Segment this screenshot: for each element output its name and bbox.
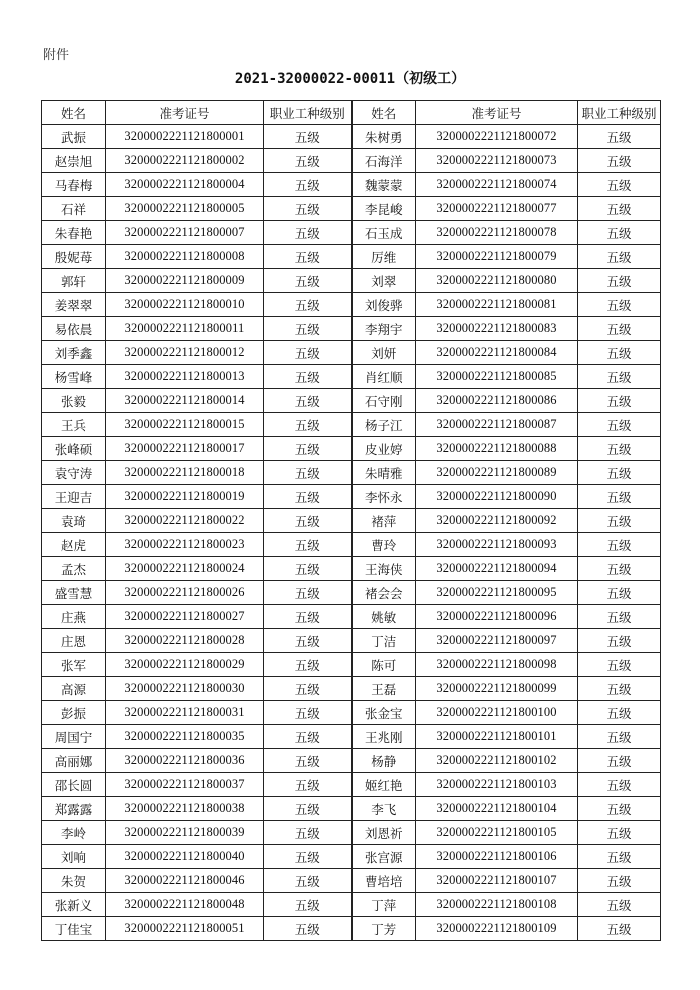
level-cell: 五级 (264, 629, 352, 653)
name-cell: 袁琦 (42, 509, 106, 533)
ticket-number-cell: 3200002221121800087 (416, 413, 578, 437)
level-cell: 五级 (264, 221, 352, 245)
name-cell: 王海侠 (352, 557, 416, 581)
table-row (42, 605, 661, 629)
table-row (42, 557, 661, 581)
ticket-number-cell: 3200002221121800107 (416, 869, 578, 893)
table-row (42, 893, 661, 917)
ticket-number-cell: 3200002221121800100 (416, 701, 578, 725)
ticket-number-cell: 3200002221121800026 (106, 581, 264, 605)
level-cell: 五级 (578, 341, 661, 365)
ticket-number-cell: 3200002221121800090 (416, 485, 578, 509)
ticket-number-cell: 3200002221121800037 (106, 773, 264, 797)
name-cell: 丁佳宝 (42, 917, 106, 941)
ticket-number-cell: 3200002221121800101 (416, 725, 578, 749)
ticket-number-cell: 3200002221121800028 (106, 629, 264, 653)
level-cell: 五级 (264, 149, 352, 173)
level-cell: 五级 (264, 293, 352, 317)
name-cell: 张峰硕 (42, 437, 106, 461)
table-row (42, 797, 661, 821)
level-cell: 五级 (264, 437, 352, 461)
ticket-number-cell: 3200002221121800080 (416, 269, 578, 293)
level-cell: 五级 (264, 485, 352, 509)
name-cell: 李飞 (352, 797, 416, 821)
level-cell: 五级 (578, 701, 661, 725)
name-cell: 褚萍 (352, 509, 416, 533)
ticket-number-cell: 3200002221121800077 (416, 197, 578, 221)
ticket-number-cell: 3200002221121800008 (106, 245, 264, 269)
name-cell: 肖红顺 (352, 365, 416, 389)
name-cell: 赵虎 (42, 533, 106, 557)
table-row (42, 701, 661, 725)
header-ticket-right: 准考证号 (416, 101, 578, 125)
name-cell: 李岭 (42, 821, 106, 845)
ticket-number-cell: 3200002221121800073 (416, 149, 578, 173)
table-row (42, 293, 661, 317)
table-row (42, 581, 661, 605)
level-cell: 五级 (578, 221, 661, 245)
header-ticket-left: 准考证号 (106, 101, 264, 125)
ticket-number-cell: 3200002221121800035 (106, 725, 264, 749)
level-cell: 五级 (578, 605, 661, 629)
ticket-number-cell: 3200002221121800022 (106, 509, 264, 533)
level-cell: 五级 (578, 317, 661, 341)
level-cell: 五级 (264, 365, 352, 389)
name-cell: 石玉成 (352, 221, 416, 245)
name-cell: 丁芳 (352, 917, 416, 941)
table-row (42, 629, 661, 653)
name-cell: 朱树勇 (352, 125, 416, 149)
level-cell: 五级 (264, 125, 352, 149)
level-cell: 五级 (578, 245, 661, 269)
name-cell: 厉维 (352, 245, 416, 269)
level-cell: 五级 (264, 269, 352, 293)
ticket-number-cell: 3200002221121800039 (106, 821, 264, 845)
level-cell: 五级 (578, 197, 661, 221)
level-cell: 五级 (578, 917, 661, 941)
level-cell: 五级 (578, 821, 661, 845)
name-cell: 褚会会 (352, 581, 416, 605)
ticket-number-cell: 3200002221121800004 (106, 173, 264, 197)
ticket-number-cell: 3200002221121800103 (416, 773, 578, 797)
ticket-number-cell: 3200002221121800013 (106, 365, 264, 389)
level-cell: 五级 (578, 485, 661, 509)
name-cell: 王兵 (42, 413, 106, 437)
level-cell: 五级 (264, 773, 352, 797)
name-cell: 张宫源 (352, 845, 416, 869)
ticket-number-cell: 3200002221121800011 (106, 317, 264, 341)
level-cell: 五级 (264, 197, 352, 221)
name-cell: 石海洋 (352, 149, 416, 173)
table-row (42, 725, 661, 749)
table-row (42, 461, 661, 485)
name-cell: 王磊 (352, 677, 416, 701)
ticket-number-cell: 3200002221121800086 (416, 389, 578, 413)
level-cell: 五级 (578, 629, 661, 653)
ticket-number-cell: 3200002221121800095 (416, 581, 578, 605)
name-cell: 朱贺 (42, 869, 106, 893)
level-cell: 五级 (264, 845, 352, 869)
ticket-number-cell: 3200002221121800024 (106, 557, 264, 581)
name-cell: 曹玲 (352, 533, 416, 557)
name-cell: 郑露露 (42, 797, 106, 821)
level-cell: 五级 (264, 701, 352, 725)
name-cell: 李怀永 (352, 485, 416, 509)
level-cell: 五级 (264, 245, 352, 269)
name-cell: 姚敏 (352, 605, 416, 629)
level-cell: 五级 (578, 893, 661, 917)
ticket-number-cell: 3200002221121800009 (106, 269, 264, 293)
level-cell: 五级 (264, 509, 352, 533)
ticket-number-cell: 3200002221121800079 (416, 245, 578, 269)
table-row (42, 821, 661, 845)
table-row (42, 365, 661, 389)
ticket-number-cell: 3200002221121800088 (416, 437, 578, 461)
level-cell: 五级 (264, 581, 352, 605)
name-cell: 陈可 (352, 653, 416, 677)
name-cell: 刘季鑫 (42, 341, 106, 365)
level-cell: 五级 (264, 461, 352, 485)
table-row (42, 749, 661, 773)
name-cell: 张金宝 (352, 701, 416, 725)
ticket-number-cell: 3200002221121800094 (416, 557, 578, 581)
table-row (42, 653, 661, 677)
ticket-number-cell: 3200002221121800010 (106, 293, 264, 317)
level-cell: 五级 (264, 749, 352, 773)
level-cell: 五级 (578, 509, 661, 533)
name-cell: 李昆峻 (352, 197, 416, 221)
ticket-number-cell: 3200002221121800097 (416, 629, 578, 653)
level-cell: 五级 (264, 557, 352, 581)
table-row (42, 221, 661, 245)
name-cell: 孟杰 (42, 557, 106, 581)
level-cell: 五级 (578, 293, 661, 317)
ticket-number-cell: 3200002221121800023 (106, 533, 264, 557)
ticket-number-cell: 3200002221121800102 (416, 749, 578, 773)
table-row (42, 869, 661, 893)
level-cell: 五级 (264, 317, 352, 341)
table-row (42, 197, 661, 221)
ticket-number-cell: 3200002221121800002 (106, 149, 264, 173)
name-cell: 盛雪慧 (42, 581, 106, 605)
ticket-number-cell: 3200002221121800046 (106, 869, 264, 893)
level-cell: 五级 (578, 413, 661, 437)
level-cell: 五级 (578, 773, 661, 797)
ticket-number-cell: 3200002221121800098 (416, 653, 578, 677)
level-cell: 五级 (578, 125, 661, 149)
ticket-number-cell: 3200002221121800083 (416, 317, 578, 341)
table-row (42, 773, 661, 797)
table-row (42, 245, 661, 269)
level-cell: 五级 (264, 341, 352, 365)
table-header-row (42, 101, 661, 125)
level-cell: 五级 (264, 413, 352, 437)
ticket-number-cell: 3200002221121800109 (416, 917, 578, 941)
name-cell: 庄恩 (42, 629, 106, 653)
level-cell: 五级 (578, 557, 661, 581)
level-cell: 五级 (264, 173, 352, 197)
level-cell: 五级 (264, 677, 352, 701)
level-cell: 五级 (578, 173, 661, 197)
ticket-number-cell: 3200002221121800018 (106, 461, 264, 485)
name-cell: 马春梅 (42, 173, 106, 197)
table-row (42, 677, 661, 701)
ticket-number-cell: 3200002221121800084 (416, 341, 578, 365)
ticket-number-cell: 3200002221121800029 (106, 653, 264, 677)
table-row (42, 125, 661, 149)
ticket-number-cell: 3200002221121800001 (106, 125, 264, 149)
ticket-number-cell: 3200002221121800014 (106, 389, 264, 413)
name-cell: 王兆刚 (352, 725, 416, 749)
name-cell: 邵长圆 (42, 773, 106, 797)
header-level-left: 职业工种级别 (264, 101, 352, 125)
level-cell: 五级 (578, 389, 661, 413)
ticket-number-cell: 3200002221121800099 (416, 677, 578, 701)
table-row (42, 485, 661, 509)
table-row (42, 533, 661, 557)
name-cell: 姜翠翠 (42, 293, 106, 317)
level-cell: 五级 (264, 533, 352, 557)
name-cell: 赵崇旭 (42, 149, 106, 173)
table-row (42, 845, 661, 869)
ticket-number-cell: 3200002221121800040 (106, 845, 264, 869)
name-cell: 杨子江 (352, 413, 416, 437)
level-cell: 五级 (264, 893, 352, 917)
table-row (42, 173, 661, 197)
name-cell: 刘翠 (352, 269, 416, 293)
document-title: 2021-32000022-00011（初级工） (234, 71, 466, 87)
table-row (42, 413, 661, 437)
ticket-number-cell: 3200002221121800078 (416, 221, 578, 245)
name-cell: 武振 (42, 125, 106, 149)
ticket-number-cell: 3200002221121800005 (106, 197, 264, 221)
ticket-number-cell: 3200002221121800036 (106, 749, 264, 773)
name-cell: 袁守涛 (42, 461, 106, 485)
ticket-number-cell: 3200002221121800017 (106, 437, 264, 461)
ticket-number-cell: 3200002221121800108 (416, 893, 578, 917)
name-cell: 高丽娜 (42, 749, 106, 773)
name-cell: 周国宁 (42, 725, 106, 749)
ticket-number-cell: 3200002221121800085 (416, 365, 578, 389)
ticket-number-cell: 3200002221121800074 (416, 173, 578, 197)
level-cell: 五级 (264, 653, 352, 677)
name-cell: 石祥 (42, 197, 106, 221)
name-cell: 张新义 (42, 893, 106, 917)
attachment-label: 附件 (43, 48, 70, 63)
ticket-number-cell: 3200002221121800089 (416, 461, 578, 485)
name-cell: 丁萍 (352, 893, 416, 917)
name-cell: 易依晨 (42, 317, 106, 341)
level-cell: 五级 (578, 653, 661, 677)
level-cell: 五级 (264, 917, 352, 941)
ticket-number-cell: 3200002221121800019 (106, 485, 264, 509)
ticket-number-cell: 3200002221121800081 (416, 293, 578, 317)
name-cell: 郭轩 (42, 269, 106, 293)
level-cell: 五级 (578, 533, 661, 557)
level-cell: 五级 (578, 845, 661, 869)
name-cell: 朱晴雅 (352, 461, 416, 485)
ticket-number-cell: 3200002221121800030 (106, 677, 264, 701)
level-cell: 五级 (578, 365, 661, 389)
candidate-table (41, 100, 661, 941)
table-row (42, 509, 661, 533)
table-row (42, 389, 661, 413)
level-cell: 五级 (578, 437, 661, 461)
ticket-number-cell: 3200002221121800048 (106, 893, 264, 917)
name-cell: 彭振 (42, 701, 106, 725)
ticket-number-cell: 3200002221121800096 (416, 605, 578, 629)
ticket-number-cell: 3200002221121800105 (416, 821, 578, 845)
ticket-number-cell: 3200002221121800012 (106, 341, 264, 365)
header-name-right: 姓名 (352, 101, 416, 125)
name-cell: 姬红艳 (352, 773, 416, 797)
ticket-number-cell: 3200002221121800104 (416, 797, 578, 821)
ticket-number-cell: 3200002221121800027 (106, 605, 264, 629)
ticket-number-cell: 3200002221121800031 (106, 701, 264, 725)
level-cell: 五级 (264, 869, 352, 893)
name-cell: 高源 (42, 677, 106, 701)
name-cell: 皮业婷 (352, 437, 416, 461)
level-cell: 五级 (578, 149, 661, 173)
level-cell: 五级 (264, 797, 352, 821)
table-row (42, 917, 661, 941)
name-cell: 刘妍 (352, 341, 416, 365)
level-cell: 五级 (578, 581, 661, 605)
ticket-number-cell: 3200002221121800051 (106, 917, 264, 941)
level-cell: 五级 (578, 677, 661, 701)
level-cell: 五级 (578, 461, 661, 485)
table-row (42, 317, 661, 341)
header-name-left: 姓名 (42, 101, 106, 125)
ticket-number-cell: 3200002221121800015 (106, 413, 264, 437)
level-cell: 五级 (264, 821, 352, 845)
name-cell: 殷妮苺 (42, 245, 106, 269)
ticket-number-cell: 3200002221121800093 (416, 533, 578, 557)
level-cell: 五级 (578, 869, 661, 893)
ticket-number-cell: 3200002221121800092 (416, 509, 578, 533)
name-cell: 杨静 (352, 749, 416, 773)
level-cell: 五级 (578, 269, 661, 293)
table-row (42, 341, 661, 365)
name-cell: 石守刚 (352, 389, 416, 413)
table-row (42, 437, 661, 461)
ticket-number-cell: 3200002221121800038 (106, 797, 264, 821)
name-cell: 张军 (42, 653, 106, 677)
name-cell: 张毅 (42, 389, 106, 413)
level-cell: 五级 (578, 749, 661, 773)
name-cell: 刘恩祈 (352, 821, 416, 845)
level-cell: 五级 (264, 389, 352, 413)
table-row (42, 149, 661, 173)
table-row (42, 269, 661, 293)
header-level-right: 职业工种级别 (578, 101, 661, 125)
name-cell: 李翔宇 (352, 317, 416, 341)
name-cell: 刘响 (42, 845, 106, 869)
name-cell: 曹培培 (352, 869, 416, 893)
ticket-number-cell: 3200002221121800072 (416, 125, 578, 149)
name-cell: 刘俊骅 (352, 293, 416, 317)
level-cell: 五级 (264, 605, 352, 629)
table-body (42, 125, 661, 941)
name-cell: 杨雪峰 (42, 365, 106, 389)
name-cell: 王迎吉 (42, 485, 106, 509)
level-cell: 五级 (264, 725, 352, 749)
name-cell: 魏蒙蒙 (352, 173, 416, 197)
name-cell: 丁洁 (352, 629, 416, 653)
level-cell: 五级 (578, 797, 661, 821)
name-cell: 庄燕 (42, 605, 106, 629)
ticket-number-cell: 3200002221121800007 (106, 221, 264, 245)
ticket-number-cell: 3200002221121800106 (416, 845, 578, 869)
name-cell: 朱春艳 (42, 221, 106, 245)
level-cell: 五级 (578, 725, 661, 749)
